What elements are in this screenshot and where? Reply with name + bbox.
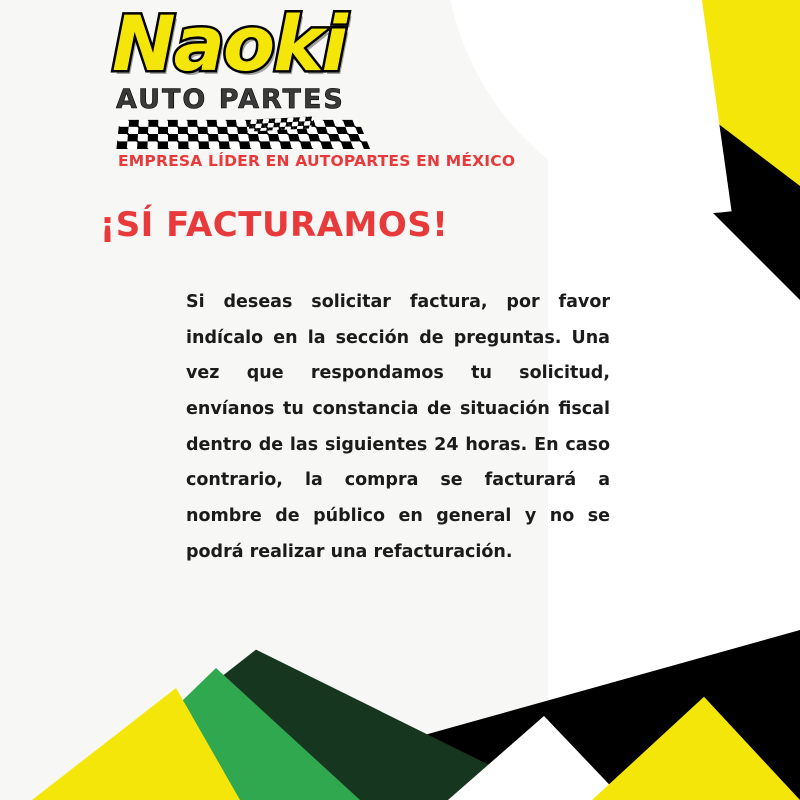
brand-tagline: EMPRESA LÍDER EN AUTOPARTES EN MÉXICO <box>118 152 516 170</box>
headline: ¡SÍ FACTURAMOS! <box>99 205 449 245</box>
brand-subtitle: AUTO PARTES <box>116 84 345 115</box>
checkered-flag-graphic <box>116 120 370 149</box>
brand-name: Naoki <box>112 0 346 88</box>
body-paragraph: Si deseas solicitar factura, por favor indícalo en la sección de preguntas. Una vez que respondamos tu solicitud, envíanos tu constancia de situación fiscal dentro de las siguientes 24 horas. En caso contrario, la compra se facturará a nombre de público en general y no se podrá realizar una refacturación. <box>186 292 610 562</box>
